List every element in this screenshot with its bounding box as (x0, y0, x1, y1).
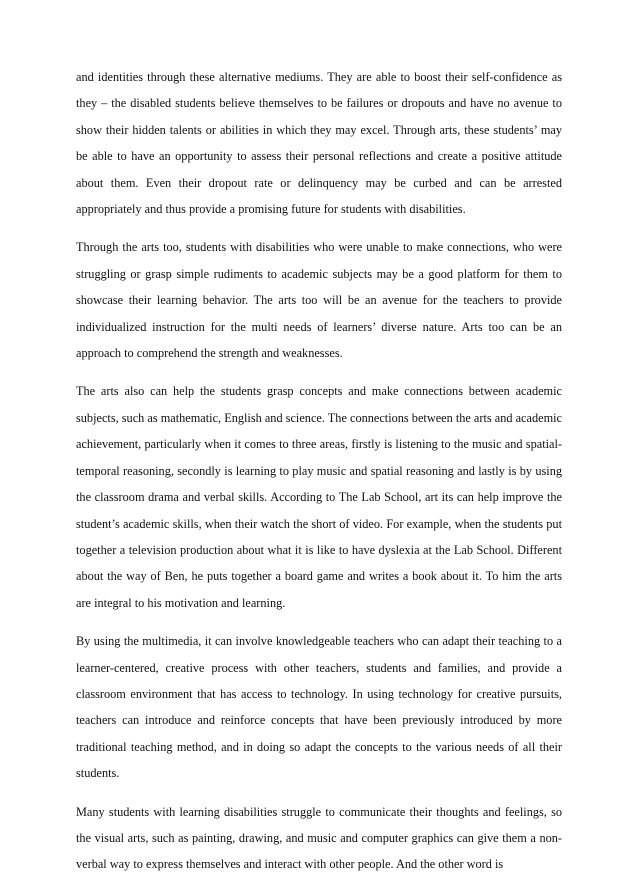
paragraph-5: Many students with learning disabilities struggle to communicate their thoughts and feelings, so the visual arts, such as painting, drawing, and music and computer graphics can give them a non-verbal way to express themselves and interact with other people. And the other word is (76, 804, 562, 872)
paragraph-1: and identities through these alternative mediums. They are able to boost their self-confidence as they – the disabled students believe themselves to be failures or dropouts and have no avenue to show their hidden talents or abilities in which they may excel. Through arts, these students’ may be able to have an opportunity to assess their personal reflections and create a positive attitude about them. Even their dropout rate or delinquency may be curbed and can be arrested appropriately and thus provide a promising future for students with disabilities. (76, 70, 562, 217)
paragraph-2: Through the arts too, students with disabilities who were unable to make connections, who were struggling or grasp simple rudiments to academic subjects may be a good platform for them to showcase their learning behavior. The arts too will be an avenue for the teachers to provide individualized instruction for the multi needs of learners’ diverse nature. Arts too can be an approach to comprehend the strength and weaknesses. (76, 240, 562, 361)
paragraph-4: By using the multimedia, it can involve knowledgeable teachers who can adapt their teaching to a learner-centered, creative process with other teachers, students and families, and provide a classroom environment that has access to technology. In using technology for creative pursuits, teachers can introduce and reinforce concepts that have been previously introduced by more traditional teaching method, and in doing so adapt the concepts to the various needs of all their students. (76, 634, 562, 781)
paragraph-3: The arts also can help the students grasp concepts and make connections between academic subjects, such as mathematic, English and science. The connections between the arts and academic achievement, particularly when it comes to three areas, firstly is listening to the music and spatial-temporal reasoning, secondly is learning to play music and spatial reasoning and lastly is by using the classroom drama and verbal skills. According to The Lab School, art its can help improve the student’s academic skills, when their watch the short of video. For example, when the students put together a television production about what it is like to have dyslexia at the Lab School. Different about the way of Ben, he puts together a board game and writes a book about it. To him the arts are integral to his motivation and learning. (76, 384, 563, 610)
